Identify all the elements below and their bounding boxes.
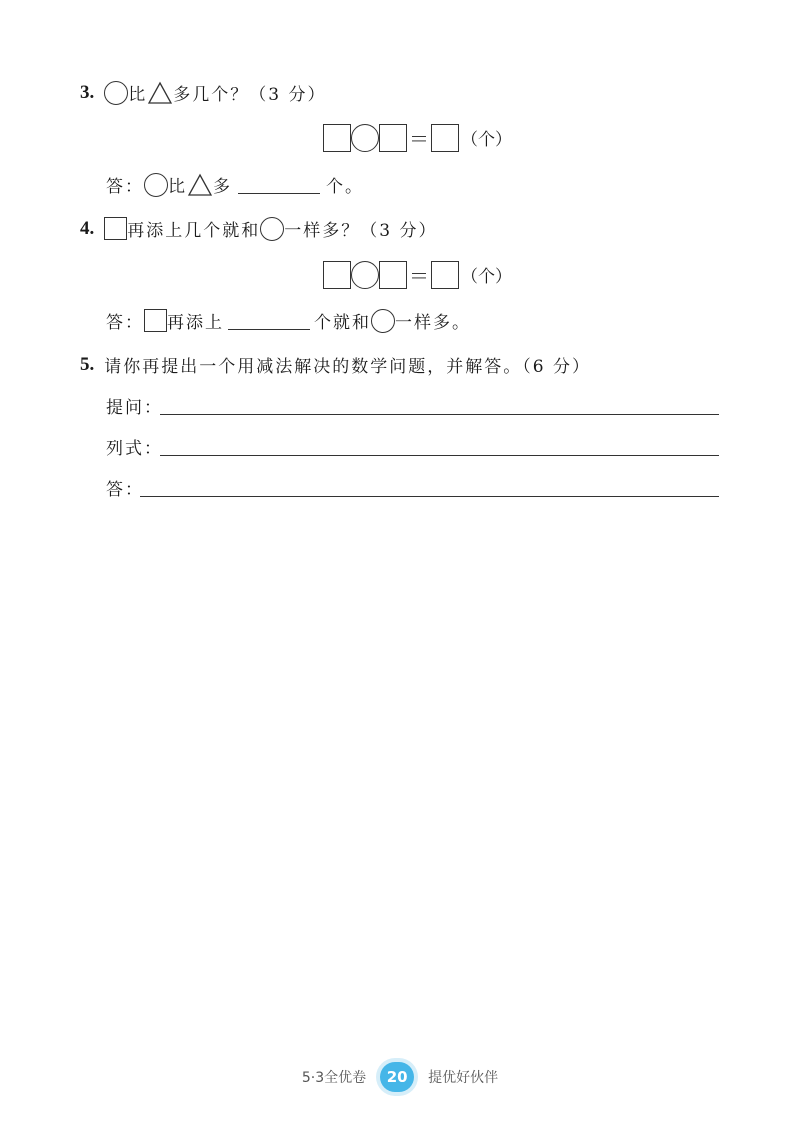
q4-text-a: 再添上几个就和 — [127, 221, 261, 241]
circle-shape-icon — [371, 309, 395, 333]
q4-text-b: 一样多？（3 分） — [284, 221, 438, 241]
circle-shape-icon — [104, 81, 128, 105]
answer-blank[interactable] — [238, 175, 320, 194]
q3-equation — [323, 123, 512, 152]
circle-shape-icon — [144, 173, 168, 197]
q4-question — [80, 216, 437, 241]
final-answer-line[interactable] — [140, 496, 719, 497]
equation-box-2[interactable] — [379, 261, 407, 289]
circle-shape-icon — [260, 217, 284, 241]
q5-question — [80, 352, 591, 377]
answer-a: 再添上 — [167, 313, 224, 333]
formula-label: 列式： — [106, 439, 163, 459]
result-box[interactable] — [431, 261, 459, 289]
equals-sign: ＝ — [409, 127, 429, 151]
q3-answer — [106, 172, 364, 197]
question-label: 提问： — [106, 398, 163, 418]
q3-text-rest: 多几个？（3 分） — [173, 85, 327, 105]
q3-text-bi: 比 — [128, 85, 148, 105]
q3-question — [80, 80, 326, 105]
triangle-shape-icon — [187, 173, 213, 197]
square-shape-icon — [144, 309, 167, 332]
operator-circle-box[interactable] — [351, 124, 379, 152]
answer-suffix: 个。 — [326, 177, 364, 197]
equation-box-2[interactable] — [379, 124, 407, 152]
q4-number: 4. — [80, 217, 95, 239]
q3-number: 3. — [80, 81, 95, 103]
q5-label-formula — [106, 434, 163, 459]
question-answer-line[interactable] — [160, 414, 719, 415]
answer-c: 一样多。 — [395, 313, 471, 333]
equation-box-1[interactable] — [323, 124, 351, 152]
answer-prefix: 答： — [106, 177, 144, 197]
q5-label-answer — [106, 475, 144, 500]
equation-box-1[interactable] — [323, 261, 351, 289]
answer-label: 答： — [106, 480, 144, 500]
q5-number: 5. — [80, 353, 95, 375]
answer-b: 个就和 — [314, 313, 371, 333]
formula-answer-line[interactable] — [160, 455, 719, 456]
triangle-shape-icon — [147, 81, 173, 105]
square-shape-icon — [104, 217, 127, 240]
result-box[interactable] — [431, 124, 459, 152]
page-number-badge: 20 — [380, 1062, 414, 1092]
q5-label-question — [106, 393, 163, 418]
answer-blank[interactable] — [228, 311, 310, 330]
footer-slogan: 提优好伙伴 — [428, 1070, 499, 1086]
answer-bi: 比 — [168, 177, 187, 197]
unit-label: （个） — [461, 130, 512, 150]
page-footer — [0, 1062, 800, 1092]
q4-answer — [106, 308, 471, 333]
footer-brand: 5·3全优卷 — [301, 1070, 367, 1086]
answer-prefix: 答： — [106, 313, 144, 333]
q4-equation — [323, 260, 512, 289]
equals-sign: ＝ — [409, 264, 429, 288]
unit-label: （个） — [461, 267, 512, 287]
answer-duo: 多 — [213, 177, 232, 197]
operator-circle-box[interactable] — [351, 261, 379, 289]
q5-text: 请你再提出一个用减法解决的数学问题，并解答。（6 分） — [104, 357, 591, 377]
